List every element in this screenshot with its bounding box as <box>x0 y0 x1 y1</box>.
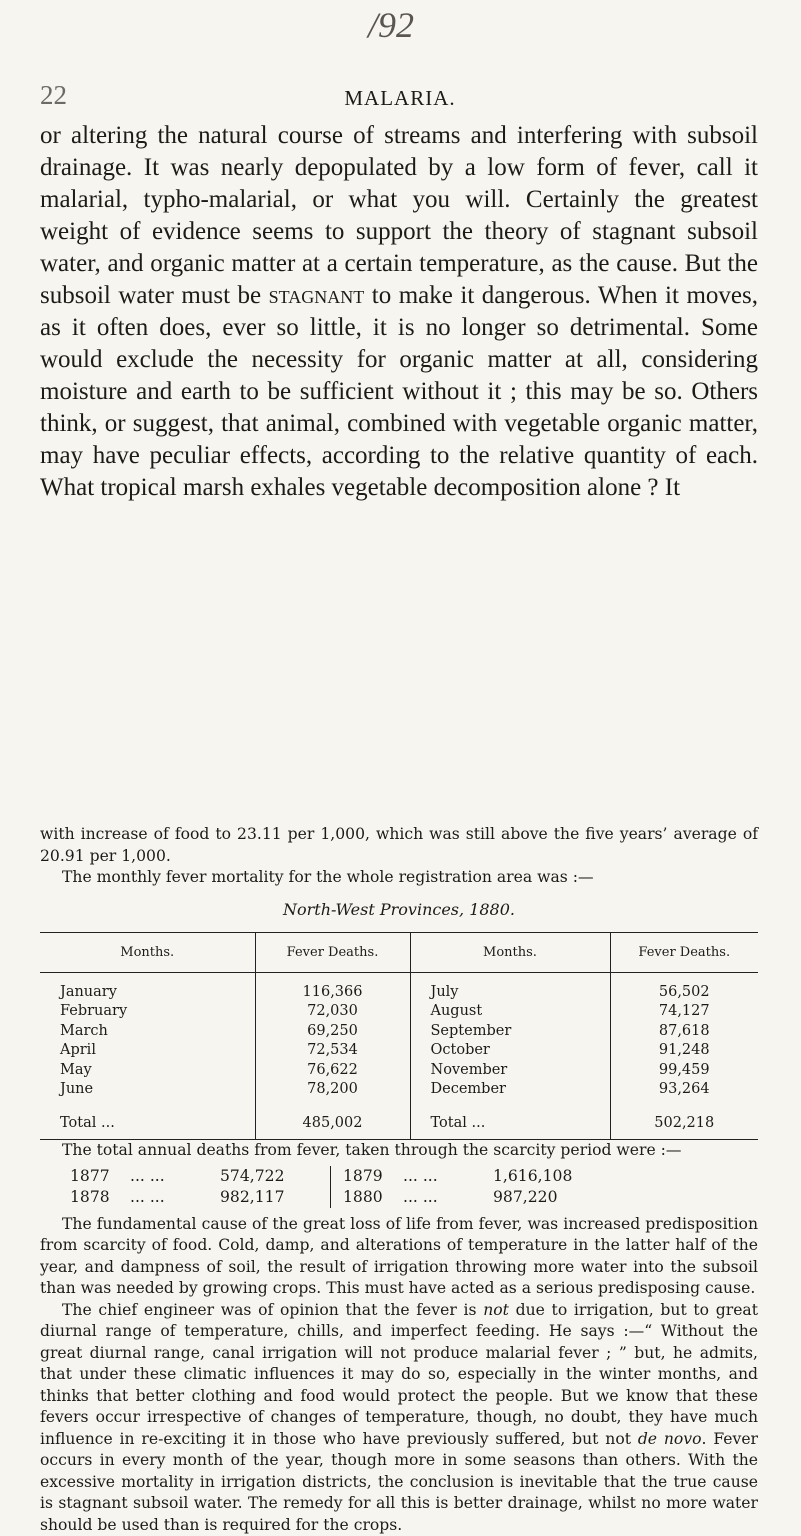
deaths-cell: 91,248 <box>610 1041 758 1061</box>
total-label-left: Total ... <box>40 1110 255 1140</box>
month-cell: June <box>40 1080 255 1100</box>
month-cell: March <box>40 1022 255 1042</box>
month-cell: November <box>410 1061 610 1081</box>
month-cell: September <box>410 1022 610 1042</box>
deaths-cell: 93,264 <box>610 1080 758 1100</box>
deaths-cell: 99,459 <box>610 1061 758 1081</box>
page-header <box>40 80 760 110</box>
month-cell: July <box>410 983 610 1003</box>
table-caption: North-West Provinces, 1880. <box>40 899 758 921</box>
conclusion-paragraph-2: The chief engineer was of opinion that the fever is not due to irrigation, but to great diurnal range of temperature, chills, and imperfect feeding. He says :—“ Without the great diurnal range, canal irrigation will not produce malarial fever ; ” but, he admits, that under these climatic influences it may do so, especially in the winter months, and thinks that better clothing and food would protect the people. But we know that these fevers occur irrespective of changes of temperature, though, no doubt, they have much influence in re-exciting it in those who have previously suffered, but not de novo. Fever occurs in every month of the year, though more in some seasons than others. With the excessive mortality in irrigation districts, the conclusion is inevitable that the true cause is stagnant subsoil water. The remedy for all this is better drainage, whilst no more water should be used than is required for the crops. <box>40 1300 758 1536</box>
fever-mortality-table <box>40 932 758 1140</box>
footnote-paragraph-2: The monthly fever mortality for the whole registration area was :— <box>40 867 758 889</box>
year-cell: 1877 <box>70 1166 130 1187</box>
table-header-row <box>40 933 758 973</box>
header-months-left: Months. <box>40 933 255 973</box>
main-text-part-2: to make it dangerous. When it moves, as it often does, ever so little, it is no longer so detrimental. Some would exclude the necessity for organic matter at all, considering moisture and earth to be sufficient without it ; this may be so. Others think, or suggest, that animal, combined with vegetable organic matter, may have peculiar effects, according to the relative quantity of each. What tropical marsh exhales vegetable decomposition alone ? It <box>40 282 758 501</box>
main-paragraph <box>40 120 758 504</box>
page-number: 22 <box>40 80 67 111</box>
annual-deaths-intro: The total annual deaths from fever, taken through the scarcity period were :— <box>40 1140 758 1162</box>
deaths-cell: 72,030 <box>255 1002 410 1022</box>
deaths-cell: 87,618 <box>610 1022 758 1042</box>
year-cell: 1878 <box>70 1187 130 1208</box>
month-cell: August <box>410 1002 610 1022</box>
month-cell: May <box>40 1061 255 1081</box>
month-cell: December <box>410 1080 610 1100</box>
year-cell: 1879 <box>331 1166 404 1187</box>
dots-cell: ... ... <box>403 1166 493 1187</box>
year-cell: 1880 <box>331 1187 404 1208</box>
footnote-paragraph-1: with increase of food to 23.11 per 1,000, which was still above the five years’ average of 20.91 per 1,000. <box>40 824 758 867</box>
deaths-cell: 69,250 <box>255 1022 410 1042</box>
deaths-cell: 78,200 <box>255 1080 410 1100</box>
year-row <box>70 1166 670 1187</box>
table-row <box>40 1061 758 1081</box>
month-cell: January <box>40 983 255 1003</box>
running-head: MALARIA. <box>40 86 760 111</box>
table-row <box>40 983 758 1003</box>
emphasis-stagnant: stagnant <box>269 282 365 309</box>
table-total-row <box>40 1110 758 1140</box>
dots-cell: ... ... <box>403 1187 493 1208</box>
deaths-value: 982,117 <box>220 1187 331 1208</box>
footnote-section <box>40 824 758 1536</box>
deaths-cell: 116,366 <box>255 983 410 1003</box>
dots-cell: ... ... <box>130 1187 220 1208</box>
header-months-right: Months. <box>410 933 610 973</box>
deaths-cell: 74,127 <box>610 1002 758 1022</box>
table-row <box>40 1041 758 1061</box>
main-text-part-1: or altering the natural course of streams and interfering with subsoil drainage. It was nearly depopulated by a low form of fever, call it malarial, typho-malarial, or what you will. Certainly the greatest weight of evidence seems to support the theory of stagnant subsoil water, and organic matter at a certain temperature, as the cause. But the subsoil water must be <box>40 122 758 309</box>
deaths-cell: 56,502 <box>610 983 758 1003</box>
table-row <box>40 1022 758 1042</box>
deaths-cell: 76,622 <box>255 1061 410 1081</box>
table-row <box>40 1080 758 1100</box>
total-label-right: Total ... <box>410 1110 610 1140</box>
dots-cell: ... ... <box>130 1166 220 1187</box>
header-deaths-right: Fever Deaths. <box>610 933 758 973</box>
header-deaths-left: Fever Deaths. <box>255 933 410 973</box>
deaths-cell: 72,534 <box>255 1041 410 1061</box>
handwritten-annotation: /92 <box>368 4 414 46</box>
month-cell: February <box>40 1002 255 1022</box>
month-cell: April <box>40 1041 255 1061</box>
deaths-value: 574,722 <box>220 1166 331 1187</box>
table-row <box>40 1002 758 1022</box>
total-deaths-left: 485,002 <box>255 1110 410 1140</box>
month-cell: October <box>410 1041 610 1061</box>
deaths-value: 1,616,108 <box>493 1166 670 1187</box>
total-deaths-right: 502,218 <box>610 1110 758 1140</box>
deaths-value: 987,220 <box>493 1187 670 1208</box>
annual-deaths-table <box>70 1166 670 1208</box>
conclusion-paragraph-1: The fundamental cause of the great loss of life from fever, was increased predisposition from scarcity of food. Cold, damp, and alterations of temperature in the latter half of the year, and dampness of soil, the result of irrigation throwing more water into the subsoil than was needed by growing crops. This must have acted as a serious predisposing cause. <box>40 1214 758 1300</box>
emphasis-not: not <box>483 1301 509 1319</box>
year-row <box>70 1187 670 1208</box>
emphasis-de-novo: de novo <box>638 1430 702 1448</box>
